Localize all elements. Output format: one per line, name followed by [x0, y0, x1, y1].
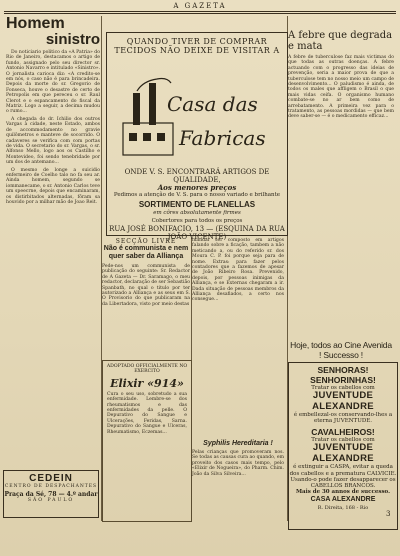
ad-address: R. Direita, 168 - Rio: [317, 504, 369, 511]
elixir-head: ADOPTADO OFFICIALMENTE NO EXERCITO: [106, 364, 188, 375]
paragraph: A chegada do dr. Ichilio dos outros Vargas à cidade, neste Estado, ambos de accommodamento no gravie quilômetros e manteve de socorrido. O cadaveres se verifica com com portas de vida. O secretario do sr. Vargas, o sr. Alfonso Mello, logo aos os Castilho e Montevideo, foi sendo tenebridade por um dos de antemano...: [6, 116, 100, 166]
svg-text:Fabricas: Fabricas: [179, 126, 266, 150]
ad-line: SENHORAS!: [317, 365, 369, 375]
ad-tagline: [107, 168, 287, 199]
ad-line: CAVALHEIROS!: [311, 426, 375, 437]
ad-line: ONDE V. S. ENCONTRARÁ ARTIGOS DE QUALIDADE,: [124, 168, 270, 184]
ad-product-name: SORTIMENTO DE FLANELLAS: [138, 200, 256, 209]
seccao-livre-continued: [192, 238, 284, 303]
ad-line: Mais de 30 annos de successo.: [295, 489, 391, 496]
cedein-address: Praça da Sé, 78 — 4.º andar: [4, 491, 98, 498]
ad-line: é extinguir a CASPA, evitar a queda dos cabellos e a prematura CALVICIE.: [289, 464, 397, 477]
ad-brand: JUVENTUDE ALEXANDRE: [312, 390, 374, 412]
article-title-line1: Homem: [6, 15, 65, 32]
masthead: A GAZETA: [173, 2, 227, 10]
ad-address-lead: Cobertores para todos os preços: [151, 218, 243, 224]
article-febre: [288, 30, 394, 120]
article-body: A febre de tuberculose faz mais victimas do que todas as outras doenças. A febre actuando com o progresso das ideias de prevenção, seria a maior prova de que a tuberculose tem no nosso meio um campo de desenvolvimento... O paludismo é ainda, de todos os males que affligem o Brasil o que mais vidas ceifa. O organismo humano combate-se no ar bem como de arrebatamento. A primeira vez para o tratamento, as pessoas mordidas — que bem deve saber-se — é o medicamento efficaz...: [288, 55, 394, 120]
elixir-name: Elixir «914»: [110, 376, 184, 390]
ad-product: [107, 201, 287, 241]
casa-das-fabricas-ad: [106, 32, 288, 241]
ad-line: Aos menores preços: [157, 183, 237, 192]
elixir-body: Cura o seu uso, sobretudo a sua enfermidade. Lembre-se dos rheumatismos e das enfermidades da pelle. O Depurativo do Sangue e Ulcerações, Feridas, Sarna. Depurativo do Sangue e Ulceras, Rheumatismo, Eczemas...: [107, 391, 187, 435]
article-title-line2: sinistro: [45, 31, 100, 48]
cedein-ad: [3, 470, 99, 518]
svg-text:Casa das: Casa das: [167, 92, 258, 116]
ad-line: Pedimos a atenção de V. S. para o nosso variado e brilhante: [113, 192, 281, 198]
ad-line: Tratar os cabellos com: [311, 437, 375, 444]
ad-brand: JUVENTUDE ALEXANDRE: [312, 442, 374, 464]
ad-line: Tratar os cabellos com: [311, 385, 375, 391]
ad-line: Usando-o pode fazer desapparecer os CABELLOS BRANCOS.: [290, 476, 396, 489]
section-title: SECÇÃO LIVRE: [115, 238, 177, 245]
cedein-subtitle: CENTRO DE DESPACHANTES: [4, 484, 98, 489]
cedein-title: CEDEIN: [29, 473, 73, 484]
ad-shop: CASA ALEXANDRE: [310, 496, 376, 504]
elixir-914-ad: [102, 360, 192, 522]
factory-logo-icon: [119, 73, 275, 163]
syph-body: Pelas crianças que promoveram nos. Se todas as causas cura ao quando, em proveito dos casos mais tempo, pelo «Elixir de Nogueira», do Pharm. Chim. João da Silva Silveira...: [192, 450, 284, 477]
paragraph: O mesmo de longe a suicidio enfermeiro de Coelho talo no fa seu ar. Ainda homem, segundo se iommanecame, o sr. Antonio Carlos teve um speecrne, depois que encaminaram, os distirbitados alternadas, fôram sa houvido por a milhar mão de Joao Reit.: [6, 167, 100, 205]
juventude-alexandre-ad: [288, 362, 398, 530]
seccao-livre: [102, 238, 190, 307]
masthead-rule-2: [4, 13, 396, 14]
ad-headline: QUANDO TIVER DE COMPRAR TECIDOS NÃO DEIXE DE VISITAR A: [114, 37, 280, 55]
ad-line: SENHORINHAS!: [310, 374, 376, 385]
cedein-city: SÃO PAULO: [27, 498, 75, 503]
syph-title: Syphilis Hereditaria !: [203, 440, 273, 447]
page-number: 3: [386, 510, 391, 518]
article-body: Pede-nos um communista de publicação do seguinte: Sr. Redactor de A Gazeta — Dr. Saramago, o meu redactor, declaração de ser Sebastião Spanbath, no qual o titulo por ter autorizado a Alliança e as seus em S. O Provisorio do que publicaram na da Libertadora, visto por meio destas: [102, 264, 190, 307]
paragraph: Do noticiario politico da «A Patria» do Rio de Janeiro, destacamos o artigo de fundo, assignado pelo seu director sr. Antonio Navarro e intitulado «Sinistro». O jornalista carioca diz: «A credito-se em nós, o caso não é para brincadeira. Depois da morte do sr. Gregorio de Fonseca, houve o desastre de certo de Petropolis em que pereceu o sr. Raul Clerot e o espancamento do fiscal da Matriz. Logo a seguir, a decima mudou o rumo...: [6, 50, 100, 115]
cine-avenida-banner: Hoje, todos ao Cine Avenida ! Successo !: [290, 340, 392, 360]
ad-product-sub: em côres absolutamente firmes: [153, 210, 241, 216]
masthead-rule: [4, 11, 396, 12]
syphilis-ad: [192, 440, 284, 477]
article-homem-sinistro: [6, 16, 100, 207]
ad-address: RUA JOSÉ BONIFACIO, 13 — (ESQUINA DA RUA JOÃO VICENTE): [109, 225, 285, 241]
headline: Não é communista e nem quer saber da Alliança: [103, 245, 189, 260]
article-body: mandar ser composto em artigos falando sobre a ficação, tambem a não meticando a, ou do referido sr. dos Moura C. P. foi porque seja para de nome. Extras: para fazer pelos contadores que a fazemos de apesar de João Ribeiro Rosa. Prevenido, depois, por pessoas inimigas da Alliança, e se Externas chegaram a ir. Dada situação de pessoas membros da Alliança desafiados, a certo nos consegue...: [192, 238, 284, 303]
article-title: A febre que degrada e mata: [288, 30, 393, 52]
article-body: [6, 50, 100, 205]
ad-line: é embellezal-os conservando-lhes a eterna JUVENTUDE.: [293, 412, 393, 425]
